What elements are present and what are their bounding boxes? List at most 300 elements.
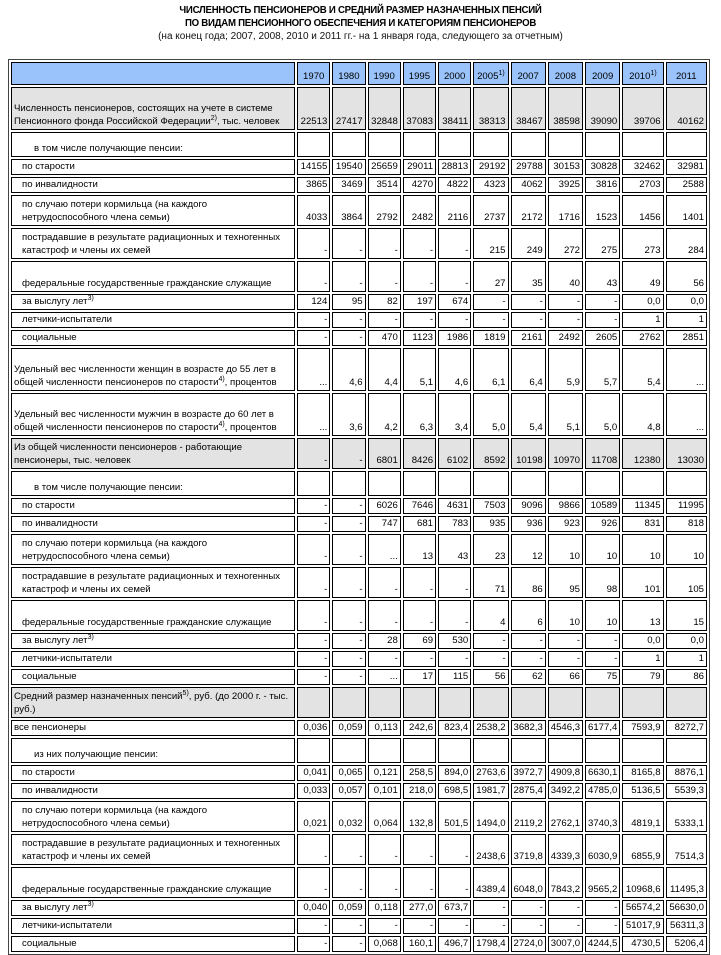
value-cell-1990: 0,068 — [368, 936, 401, 952]
value-cell-2005 — [473, 687, 508, 718]
row-label-text: Средний размер назначенных пенсий — [14, 691, 183, 702]
value-cell-2008 — [548, 687, 583, 718]
value-cell-2009 — [585, 471, 620, 496]
value-cell-2010: 8165,8 — [622, 765, 663, 781]
value-cell-1980: 4,6 — [332, 348, 365, 391]
table-row — [11, 534, 707, 565]
value-cell-2008: - — [548, 900, 583, 916]
value-cell-1970: - — [297, 567, 330, 598]
value-cell-2009: - — [585, 312, 620, 328]
value-cell-2005: 2763,6 — [473, 765, 508, 781]
value-cell-1995 — [403, 687, 436, 718]
value-cell-2000: 823,4 — [438, 720, 471, 736]
value-cell-2000 — [438, 471, 471, 496]
value-cell-1990: 32848 — [368, 87, 401, 130]
value-cell-1995: - — [403, 867, 436, 898]
value-cell-1995: 13 — [403, 534, 436, 565]
value-cell-2009: 39090 — [585, 87, 620, 130]
row-label-unit: , процентов — [224, 377, 277, 388]
row-label-unit: , тыс. человек — [216, 116, 280, 127]
value-cell-1970 — [297, 471, 330, 496]
row-label — [11, 900, 295, 916]
year-label: 2000 — [443, 71, 466, 82]
value-cell-1995: 160,1 — [403, 936, 436, 952]
value-cell-2011: 5333,1 — [666, 801, 707, 832]
value-cell-2011: 0,0 — [666, 294, 707, 310]
value-cell-2000 — [438, 132, 471, 157]
value-cell-1995: 17 — [403, 669, 436, 685]
value-cell-1980: - — [332, 936, 365, 952]
footnote-marker: 3) — [87, 901, 94, 908]
value-cell-1970: 22513 — [297, 87, 330, 130]
value-cell-1980: - — [332, 516, 365, 532]
value-cell-2005 — [473, 132, 508, 157]
value-cell-2007: - — [511, 900, 546, 916]
value-cell-2009: - — [585, 633, 620, 649]
table-row — [11, 738, 707, 763]
year-header-1995 — [403, 62, 436, 85]
value-cell-2008: 95 — [548, 567, 583, 598]
value-cell-2011: 1401 — [666, 195, 707, 226]
value-cell-2008 — [548, 471, 583, 496]
value-cell-1990: ... — [368, 534, 401, 565]
value-cell-2005: 7503 — [473, 498, 508, 514]
row-label-text: за выслугу лет — [22, 296, 88, 307]
value-cell-1995: - — [403, 600, 436, 631]
value-cell-1980: - — [332, 567, 365, 598]
value-cell-2010: 0,0 — [622, 633, 663, 649]
value-cell-2007: 2119,2 — [511, 801, 546, 832]
value-cell-2008: 2492 — [548, 330, 583, 346]
value-cell-1990: - — [368, 567, 401, 598]
row-label-text: социальные — [22, 671, 77, 682]
value-cell-1970: 14155 — [297, 159, 330, 175]
value-cell-2000: - — [438, 834, 471, 865]
value-cell-2000: - — [438, 228, 471, 259]
row-label — [11, 738, 295, 763]
table-row — [11, 834, 707, 865]
row-label-text: летчики-испытатели — [22, 653, 113, 664]
value-cell-2008: 1716 — [548, 195, 583, 226]
value-cell-2008: 5,9 — [548, 348, 583, 391]
value-cell-1980: - — [332, 330, 365, 346]
year-label: 1995 — [408, 71, 431, 82]
row-label — [11, 687, 295, 718]
value-cell-2005: 2438,6 — [473, 834, 508, 865]
value-cell-2000: 43 — [438, 534, 471, 565]
value-cell-2007 — [511, 687, 546, 718]
value-cell-1980: 95 — [332, 294, 365, 310]
value-cell-2011: 5206,4 — [666, 936, 707, 952]
value-cell-1995: 242,6 — [403, 720, 436, 736]
value-cell-1970 — [297, 738, 330, 763]
value-cell-2010: 1 — [622, 651, 663, 667]
value-cell-2005: 29192 — [473, 159, 508, 175]
value-cell-1980: 0,059 — [332, 900, 365, 916]
table-row — [11, 177, 707, 193]
value-cell-2009: 30828 — [585, 159, 620, 175]
value-cell-1980 — [332, 738, 365, 763]
value-cell-2007 — [511, 471, 546, 496]
value-cell-1995: - — [403, 567, 436, 598]
value-cell-1970: 0,021 — [297, 801, 330, 832]
value-cell-2010: 49 — [622, 261, 663, 292]
value-cell-1990 — [368, 132, 401, 157]
value-cell-1990: 0,121 — [368, 765, 401, 781]
row-label — [11, 159, 295, 175]
value-cell-2007: 4062 — [511, 177, 546, 193]
value-cell-1970: - — [297, 633, 330, 649]
footnote-marker: 3) — [87, 634, 94, 641]
value-cell-2009: 2605 — [585, 330, 620, 346]
row-label — [11, 498, 295, 514]
footnote-marker: 1) — [650, 70, 657, 77]
table-row — [11, 228, 707, 259]
value-cell-2005: 1981,7 — [473, 783, 508, 799]
value-cell-2005: 71 — [473, 567, 508, 598]
value-cell-2000: 4631 — [438, 498, 471, 514]
value-cell-2005: - — [473, 312, 508, 328]
value-cell-1980: - — [332, 498, 365, 514]
value-cell-2000: 4,6 — [438, 348, 471, 391]
value-cell-1990: - — [368, 261, 401, 292]
value-cell-2010: 4,8 — [622, 393, 663, 436]
value-cell-2005: 1494,0 — [473, 801, 508, 832]
value-cell-2007: 9096 — [511, 498, 546, 514]
value-cell-2010: 831 — [622, 516, 663, 532]
row-label-text: в том числе получающие пенсии: — [34, 143, 183, 154]
row-label — [11, 330, 295, 346]
value-cell-2005: 38313 — [473, 87, 508, 130]
value-cell-2008: 38598 — [548, 87, 583, 130]
value-cell-1980: - — [332, 834, 365, 865]
value-cell-2011: 105 — [666, 567, 707, 598]
value-cell-2005: 6,1 — [473, 348, 508, 391]
value-cell-1990: - — [368, 651, 401, 667]
value-cell-2008: - — [548, 312, 583, 328]
value-cell-1980: 0,059 — [332, 720, 365, 736]
row-label — [11, 228, 295, 259]
value-cell-1980: - — [332, 261, 365, 292]
value-cell-2005 — [473, 471, 508, 496]
value-cell-2007: - — [511, 651, 546, 667]
value-cell-2009: 75 — [585, 669, 620, 685]
value-cell-2008: 4546,3 — [548, 720, 583, 736]
value-cell-2000: - — [438, 651, 471, 667]
year-header-1970 — [297, 62, 330, 85]
value-cell-1970: - — [297, 228, 330, 259]
table-row — [11, 348, 707, 391]
value-cell-1970: - — [297, 834, 330, 865]
value-cell-1990: 25659 — [368, 159, 401, 175]
row-label — [11, 348, 295, 391]
value-cell-1990: ... — [368, 669, 401, 685]
value-cell-1990 — [368, 687, 401, 718]
page-header — [0, 0, 721, 43]
value-cell-2005: 27 — [473, 261, 508, 292]
value-cell-2010: 10 — [622, 534, 663, 565]
row-label-text: Из общей численности пенсионеров - работающие пенсионеры, тыс. человек — [14, 442, 243, 466]
footnote-marker: 2) — [210, 115, 217, 122]
value-cell-2007: 6 — [511, 600, 546, 631]
value-cell-2005: 215 — [473, 228, 508, 259]
value-cell-1995 — [403, 132, 436, 157]
value-cell-1970 — [297, 687, 330, 718]
value-cell-2009: 10 — [585, 534, 620, 565]
value-cell-2010: 273 — [622, 228, 663, 259]
value-cell-1980 — [332, 471, 365, 496]
table-row — [11, 330, 707, 346]
row-label-text: за выслугу лет — [22, 902, 88, 913]
year-label: 1980 — [338, 71, 360, 82]
value-cell-2011: 8272,7 — [666, 720, 707, 736]
row-label-text: федеральные государственные гражданские служащие — [22, 884, 272, 895]
value-cell-1980: - — [332, 228, 365, 259]
value-cell-2010: 51017,9 — [622, 918, 663, 934]
value-cell-1995: 5,1 — [403, 348, 436, 391]
row-label-text: в том числе получающие пенсии: — [34, 482, 183, 493]
value-cell-2011: 10 — [666, 534, 707, 565]
value-cell-2010 — [622, 738, 663, 763]
value-cell-2011: 2851 — [666, 330, 707, 346]
value-cell-1970: - — [297, 261, 330, 292]
value-cell-1970: - — [297, 516, 330, 532]
value-cell-2011: 32981 — [666, 159, 707, 175]
value-cell-2007: 62 — [511, 669, 546, 685]
row-label — [11, 438, 295, 469]
value-cell-1990: 4,2 — [368, 393, 401, 436]
value-cell-2010: 11345 — [622, 498, 663, 514]
value-cell-1995 — [403, 471, 436, 496]
value-cell-2011: 13030 — [666, 438, 707, 469]
value-cell-1990: - — [368, 312, 401, 328]
value-cell-2000: - — [438, 867, 471, 898]
value-cell-1995: 218,0 — [403, 783, 436, 799]
value-cell-1990: 82 — [368, 294, 401, 310]
table-row — [11, 159, 707, 175]
value-cell-2009: 6177,4 — [585, 720, 620, 736]
value-cell-1980: 0,032 — [332, 801, 365, 832]
value-cell-1980: 0,065 — [332, 765, 365, 781]
value-cell-2008: 3492,2 — [548, 783, 583, 799]
value-cell-1980: - — [332, 312, 365, 328]
value-cell-1995: 29011 — [403, 159, 436, 175]
value-cell-1995: 197 — [403, 294, 436, 310]
row-label — [11, 765, 295, 781]
value-cell-2009: 4244,5 — [585, 936, 620, 952]
value-cell-1980: 3864 — [332, 195, 365, 226]
value-cell-1980: 3469 — [332, 177, 365, 193]
row-label — [11, 867, 295, 898]
value-cell-1970: 0,040 — [297, 900, 330, 916]
value-cell-1990: 6026 — [368, 498, 401, 514]
value-cell-2009: 926 — [585, 516, 620, 532]
value-cell-2000: 894,0 — [438, 765, 471, 781]
row-label-unit: , процентов — [224, 422, 277, 433]
year-label: 2009 — [591, 71, 614, 82]
value-cell-2005: 1798,4 — [473, 936, 508, 952]
value-cell-2008: 4909,8 — [548, 765, 583, 781]
row-label — [11, 312, 295, 328]
value-cell-1970: - — [297, 534, 330, 565]
value-cell-2008: 2762,1 — [548, 801, 583, 832]
value-cell-2011: 1 — [666, 312, 707, 328]
value-cell-1990: 3514 — [368, 177, 401, 193]
table-row — [11, 651, 707, 667]
value-cell-2005: 8592 — [473, 438, 508, 469]
row-label-text: по старости — [22, 161, 75, 172]
table-row — [11, 900, 707, 916]
value-cell-2010 — [622, 132, 663, 157]
footnote-marker: 4) — [218, 376, 225, 383]
year-header-2007 — [511, 62, 546, 85]
value-cell-2005: 935 — [473, 516, 508, 532]
value-cell-2000: 4822 — [438, 177, 471, 193]
table-row — [11, 687, 707, 718]
value-cell-1990: - — [368, 867, 401, 898]
value-cell-2000: - — [438, 600, 471, 631]
value-cell-2008: - — [548, 633, 583, 649]
value-cell-2000: - — [438, 261, 471, 292]
value-cell-1990: 28 — [368, 633, 401, 649]
value-cell-2008: - — [548, 651, 583, 667]
row-label-text: по старости — [22, 500, 75, 511]
value-cell-1980 — [332, 132, 365, 157]
row-label-text: пострадавшие в результате радиационных и техногенных катастроф и члены их семей — [22, 232, 281, 256]
value-cell-1995: - — [403, 312, 436, 328]
value-cell-2007: 38467 — [511, 87, 546, 130]
value-cell-2000: 1986 — [438, 330, 471, 346]
value-cell-2009: - — [585, 651, 620, 667]
value-cell-2009 — [585, 738, 620, 763]
row-label-text: по случаю потери кормильца (на каждого нетрудоспособного члена семьи) — [22, 538, 208, 562]
value-cell-2010: 79 — [622, 669, 663, 685]
value-cell-1970 — [297, 132, 330, 157]
value-cell-1970: - — [297, 669, 330, 685]
value-cell-1990: 470 — [368, 330, 401, 346]
row-label-text: социальные — [22, 332, 77, 343]
value-cell-2005: - — [473, 633, 508, 649]
value-cell-2008: 923 — [548, 516, 583, 532]
value-cell-2008: 10 — [548, 600, 583, 631]
value-cell-1980: - — [332, 669, 365, 685]
value-cell-1995: 258,5 — [403, 765, 436, 781]
value-cell-2000: 698,5 — [438, 783, 471, 799]
value-cell-2007: 249 — [511, 228, 546, 259]
value-cell-2011: 11995 — [666, 498, 707, 514]
value-cell-1990: 0,101 — [368, 783, 401, 799]
value-cell-2005: 1819 — [473, 330, 508, 346]
table-row — [11, 261, 707, 292]
value-cell-2008: 5,1 — [548, 393, 583, 436]
value-cell-1980: 27417 — [332, 87, 365, 130]
value-cell-2005: 2538,2 — [473, 720, 508, 736]
row-label — [11, 195, 295, 226]
title-line-2: ПО ВИДАМ ПЕНСИОННОГО ОБЕСПЕЧЕНИЯ И КАТЕГОРИЯМ ПЕНСИОНЕРОВ — [184, 17, 537, 29]
value-cell-2007: - — [511, 294, 546, 310]
value-cell-1990 — [368, 471, 401, 496]
value-cell-2009: - — [585, 294, 620, 310]
value-cell-1980: - — [332, 867, 365, 898]
value-cell-1970: - — [297, 918, 330, 934]
year-label: 2010 — [629, 71, 651, 82]
value-cell-2011 — [666, 471, 707, 496]
value-cell-2010: 1456 — [622, 195, 663, 226]
value-cell-1995: 37083 — [403, 87, 436, 130]
row-label-text: по случаю потери кормильца (на каждого нетрудоспособного члена семьи) — [22, 805, 208, 829]
table-row — [11, 393, 707, 436]
value-cell-1980: - — [332, 651, 365, 667]
value-cell-2009: 43 — [585, 261, 620, 292]
value-cell-1980: - — [332, 918, 365, 934]
value-cell-2007: 12 — [511, 534, 546, 565]
value-cell-1990: 0,118 — [368, 900, 401, 916]
footnote-marker: 1) — [498, 70, 505, 77]
value-cell-2010: 7593,9 — [622, 720, 663, 736]
value-cell-1995: 132,8 — [403, 801, 436, 832]
value-cell-1970: - — [297, 651, 330, 667]
subtitle: (на конец года; 2007, 2008, 2010 и 2011 гг.- на 1 января года, следующего за отчетным) — [158, 31, 563, 42]
value-cell-2007: 2161 — [511, 330, 546, 346]
value-cell-2009: 10589 — [585, 498, 620, 514]
value-cell-1990: 747 — [368, 516, 401, 532]
value-cell-2000: - — [438, 312, 471, 328]
value-cell-1995: - — [403, 651, 436, 667]
value-cell-2008: 4339,3 — [548, 834, 583, 865]
value-cell-1995: 6,3 — [403, 393, 436, 436]
value-cell-2010: 2762 — [622, 330, 663, 346]
row-label — [11, 600, 295, 631]
value-cell-1980 — [332, 687, 365, 718]
value-cell-2010: 2703 — [622, 177, 663, 193]
row-label-text: по инвалидности — [22, 518, 98, 529]
value-cell-1990: 0,064 — [368, 801, 401, 832]
value-cell-1995: 277,0 — [403, 900, 436, 916]
row-label — [11, 783, 295, 799]
row-label-text: федеральные государственные гражданские служащие — [22, 278, 272, 289]
value-cell-1995 — [403, 738, 436, 763]
value-cell-1970: 124 — [297, 294, 330, 310]
value-cell-2005: - — [473, 918, 508, 934]
value-cell-2009: 4785,0 — [585, 783, 620, 799]
value-cell-2000: 530 — [438, 633, 471, 649]
value-cell-2000: 28813 — [438, 159, 471, 175]
row-label-text: федеральные государственные гражданские служащие — [22, 617, 272, 628]
value-cell-2007: 35 — [511, 261, 546, 292]
value-cell-2000: 3,4 — [438, 393, 471, 436]
value-cell-1980: - — [332, 600, 365, 631]
value-cell-2007: 2875,4 — [511, 783, 546, 799]
row-label-text: по инвалидности — [22, 179, 98, 190]
value-cell-2005: 56 — [473, 669, 508, 685]
value-cell-1995: 681 — [403, 516, 436, 532]
value-cell-1990: - — [368, 918, 401, 934]
year-header-2000 — [438, 62, 471, 85]
value-cell-2011: 40162 — [666, 87, 707, 130]
value-cell-2007: 2172 — [511, 195, 546, 226]
value-cell-2010: 13 — [622, 600, 663, 631]
value-cell-1970: 0,033 — [297, 783, 330, 799]
value-cell-1995: 8426 — [403, 438, 436, 469]
table-row — [11, 867, 707, 898]
value-cell-2010: 0,0 — [622, 294, 663, 310]
row-label-text: летчики-испытатели — [22, 314, 113, 325]
value-cell-2009: 5,7 — [585, 348, 620, 391]
value-cell-2011: ... — [666, 348, 707, 391]
year-header-2005 — [473, 62, 508, 85]
value-cell-2007: 2724,0 — [511, 936, 546, 952]
value-cell-1995: 7646 — [403, 498, 436, 514]
